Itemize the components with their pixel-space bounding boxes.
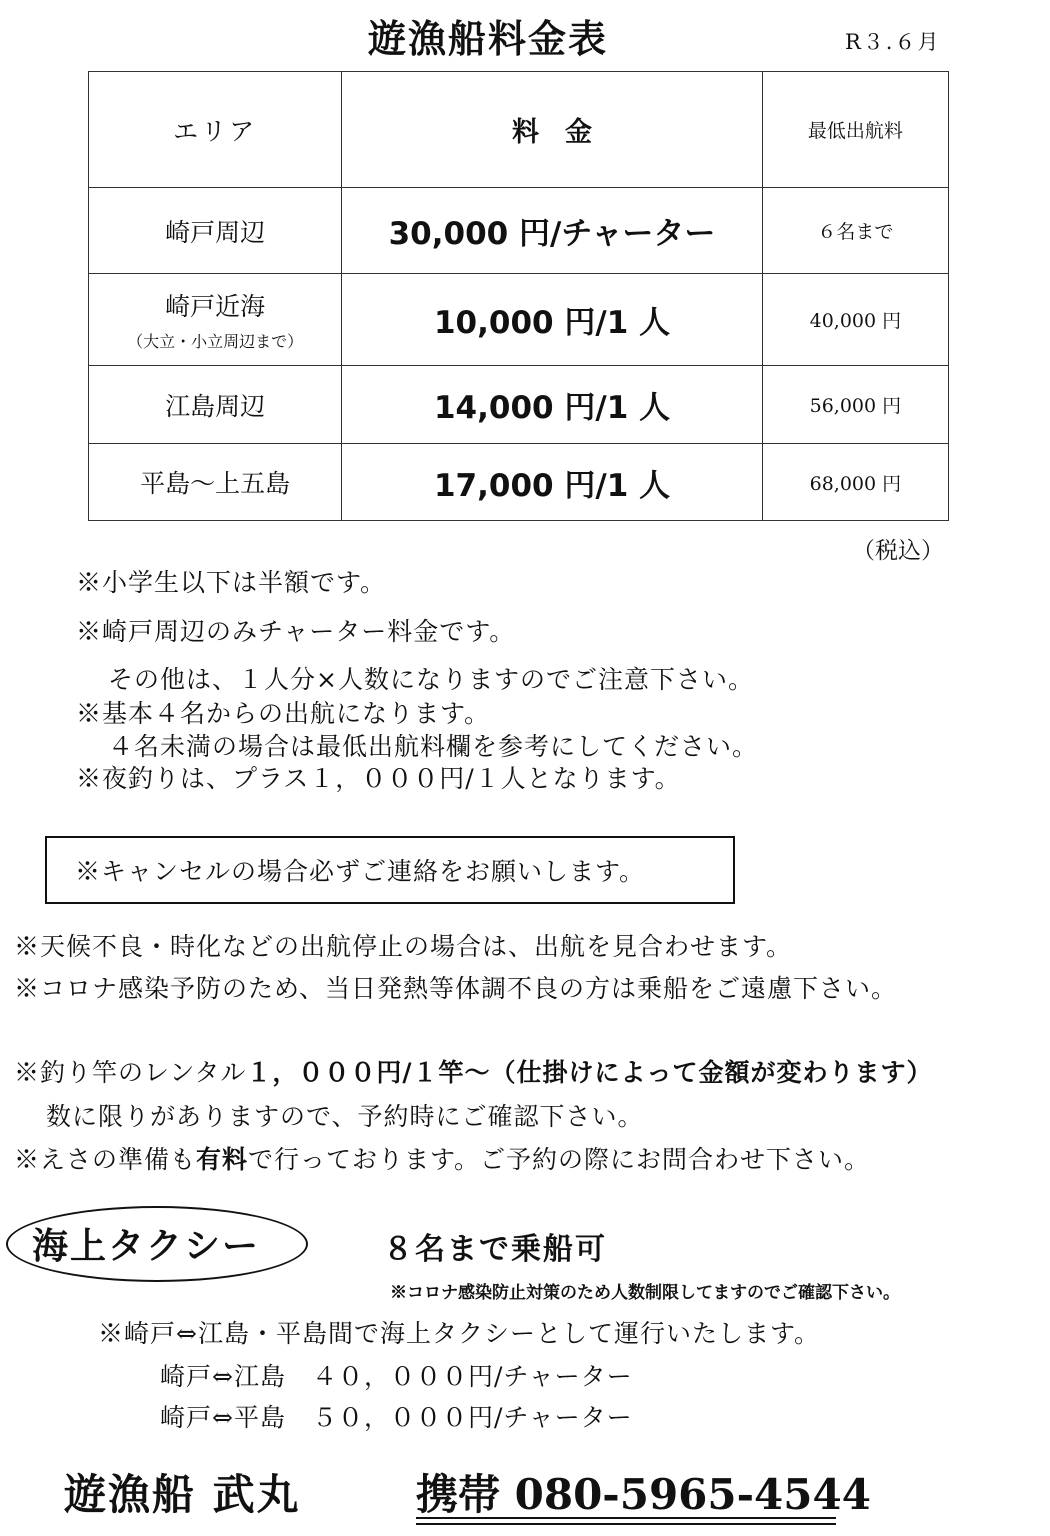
cancel-notice: ※キャンセルの場合必ずご連絡をお願いします。 xyxy=(75,857,646,886)
fee-cell: 14,000 円/1 人 xyxy=(342,366,762,444)
note-min-fee-ref: ４名未満の場合は最低出航料欄を参考にしてください。 xyxy=(108,732,759,761)
note-bait xyxy=(14,1140,870,1176)
phone-underline xyxy=(416,1517,836,1519)
bait-text-a: ※えさの準備も xyxy=(14,1145,197,1174)
revision-date: R３.６月 xyxy=(845,30,941,54)
min-fee-cell: 40,000 円 xyxy=(762,274,948,366)
note-rod-rental xyxy=(14,1053,933,1089)
fee-cell: 30,000 円/チャーター xyxy=(342,188,762,274)
note-rental-limited: 数に限りがありますので、予約時にご確認下さい。 xyxy=(46,1102,644,1131)
area-cell xyxy=(89,188,342,274)
area-cell xyxy=(89,444,342,521)
rod-rental-prefix: ※釣り竿のレンタル xyxy=(14,1058,247,1087)
table-row xyxy=(89,444,949,521)
bait-text-b: で行っております。ご予約の際にお問合わせ下さい。 xyxy=(248,1145,871,1174)
sea-taxi-route-hirashima: 崎戸⇔平島 ５０，０００円/チャーター xyxy=(160,1403,633,1432)
area-name: 平島～上五島 xyxy=(140,469,291,498)
table-row xyxy=(89,188,949,274)
tax-included-note: （税込） xyxy=(852,538,944,564)
sea-taxi-covid-note: ※コロナ感染防止対策のため人数制限してますのでご確認下さい。 xyxy=(390,1283,900,1303)
note-min-people: ※基本４名からの出航になります。 xyxy=(76,699,491,728)
min-fee-cell: 56,000 円 xyxy=(762,366,948,444)
sea-taxi-label: 海上タクシー xyxy=(32,1225,261,1267)
area-cell xyxy=(89,366,342,444)
table-row xyxy=(89,274,949,366)
area-subnote: （大立・小立周辺まで） xyxy=(127,332,304,351)
note-covid-health: ※コロナ感染予防のため、当日発熱等体調不良の方は乗船をご遠慮下さい。 xyxy=(14,974,898,1003)
area-name: 崎戸周辺 xyxy=(165,217,266,247)
table-row xyxy=(89,366,949,444)
min-fee-cell: 68,000 円 xyxy=(762,444,948,521)
rod-rental-price: １，０００円/１竿～（仕掛けによって金額が変わります） xyxy=(246,1058,933,1087)
sea-taxi-description: ※崎戸⇔江島・平島間で海上タクシーとして運行いたします。 xyxy=(98,1319,820,1348)
note-per-person: その他は、１人分×人数になりますのでご注意下さい。 xyxy=(108,665,754,694)
sea-taxi-capacity: ８名まで乗船可 xyxy=(383,1232,607,1267)
contact-phone: 携帯 080-5965-4544 xyxy=(416,1470,871,1519)
boat-name: 遊漁船 武丸 xyxy=(64,1470,301,1519)
table-header-row xyxy=(89,72,949,188)
bait-paid: 有料 xyxy=(196,1145,249,1174)
note-child-discount: ※小学生以下は半額です。 xyxy=(76,568,387,597)
min-fee-cell: ６名まで xyxy=(762,188,948,274)
area-cell xyxy=(89,274,342,366)
header-area: エリア xyxy=(89,72,342,188)
page-title: 遊漁船料金表 xyxy=(367,16,608,61)
header-fee: 料金 xyxy=(342,72,762,188)
fee-cell: 10,000 円/1 人 xyxy=(342,274,762,366)
price-table xyxy=(88,71,949,521)
area-name: 江島周辺 xyxy=(165,391,266,421)
fee-cell: 17,000 円/1 人 xyxy=(342,444,762,521)
header-min-fee: 最低出航料 xyxy=(762,72,948,188)
note-night-fishing: ※夜釣りは、プラス１，０００円/１人となります。 xyxy=(76,764,681,793)
note-charter-only: ※崎戸周辺のみチャーター料金です。 xyxy=(76,617,516,646)
sea-taxi-route-eshima: 崎戸⇔江島 ４０，０００円/チャーター xyxy=(160,1362,633,1391)
area-name: 崎戸近海 xyxy=(165,292,266,321)
note-weather: ※天候不良・時化などの出航停止の場合は、出航を見合わせます。 xyxy=(14,932,793,961)
phone-underline xyxy=(416,1523,836,1525)
